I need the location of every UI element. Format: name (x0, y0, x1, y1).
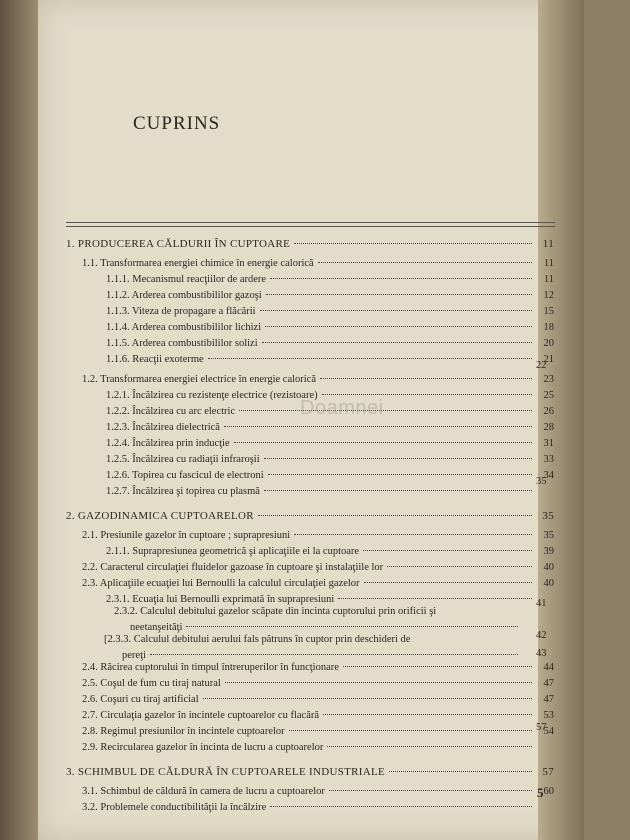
toc-entry[interactable] (82, 694, 554, 705)
toc-entry-page: 11 (542, 238, 554, 250)
toc-entry-text: 1.2.3. Încălzirea dielectrică (106, 422, 220, 433)
toc-entry-text: 1.1.5. Arderea combustibililor solizi (106, 338, 258, 349)
toc-entry-page: 35 (542, 510, 554, 522)
toc-entry-page: 25 (543, 390, 554, 401)
leader-dots (294, 534, 532, 535)
page-number: 5 (537, 785, 544, 800)
toc-entry[interactable] (82, 678, 554, 689)
toc-entry[interactable] (82, 710, 554, 721)
toc-entry-text: 2. GAZODINAMICA CUPTOARELOR (66, 510, 254, 522)
toc-entry[interactable] (82, 786, 554, 797)
toc-entry[interactable] (106, 274, 554, 285)
leader-dots (327, 746, 532, 747)
leader-dots (225, 682, 532, 683)
toc-entry-text: 2.6. Coşuri cu tiraj artificial (82, 694, 199, 705)
toc-entry-page: 42 (536, 630, 547, 641)
toc-entry-text: 2.9. Recircularea gazelor în incinta de lucru a cuptoarelor (82, 742, 324, 753)
toc-entry[interactable] (106, 322, 554, 333)
toc-entry-text: 1.2.7. Încălzirea şi topirea cu plasmă (106, 486, 260, 497)
leader-dots (323, 714, 532, 715)
toc-entry[interactable] (82, 374, 554, 385)
toc-entry-text: 1.2.5. Încălzirea cu radiaţii infraroşii (106, 454, 260, 465)
toc-entry-text: 2.1.1. Suprapresiunea geometrică şi aplicaţiile ei la cuptoare (106, 546, 360, 557)
toc-entry[interactable] (106, 354, 554, 365)
toc-entry-page: 26 (543, 406, 554, 417)
toc-entry-page: 40 (543, 578, 554, 589)
toc-entry[interactable] (106, 546, 554, 557)
toc-entry-page: 34 (543, 470, 554, 481)
toc-entry[interactable] (106, 338, 554, 349)
toc-entry-text: neetanşeităţi (130, 622, 183, 633)
toc-entry-text: 1.2.2. Încălzirea cu arc electric (106, 406, 236, 417)
leader-dots (270, 278, 532, 279)
leader-dots (320, 378, 532, 379)
leader-dots (338, 598, 532, 599)
toc-entry[interactable] (82, 578, 554, 589)
toc-entry-page: 41 (536, 598, 547, 609)
toc-entry-text: 1.1.4. Arderea combustibililor lichizi (106, 322, 262, 333)
toc-entry-text: 1.1.3. Viteza de propagare a flăcării (106, 306, 256, 317)
toc-chapter[interactable] (66, 510, 554, 522)
toc-entry-text: 2.1. Presiunile gazelor în cuptoare ; suprapresiuni (82, 530, 291, 541)
leader-dots (363, 550, 532, 551)
toc-entry[interactable] (82, 530, 554, 541)
leader-dots (343, 666, 532, 667)
toc-entry-page: 54 (543, 726, 554, 737)
toc-entry-text: 2.4. Răcirea cuptorului în timpul întreruperilor în funcţionare (82, 662, 339, 673)
toc-entry-page: 57 (542, 766, 554, 778)
toc-entry-page: 39 (543, 546, 554, 557)
leader-dots (262, 342, 532, 343)
leader-dots (186, 626, 518, 627)
toc-entry-page: 23 (543, 374, 554, 385)
leader-dots (364, 582, 532, 583)
toc-entry-page: 28 (543, 422, 554, 433)
toc-entry[interactable] (106, 486, 554, 497)
toc-entry-page: 35 (543, 530, 554, 541)
toc-entry-page: 31 (543, 438, 554, 449)
toc-entry-text: 1. PRODUCEREA CĂLDURII ÎN CUPTOARE (66, 238, 291, 250)
leader-dots (150, 654, 518, 655)
toc-entry[interactable] (106, 438, 554, 449)
toc-entry[interactable] (82, 802, 554, 813)
toc-entry-text: 1.1.6. Reacţii exoterme (106, 354, 204, 365)
toc-entry-text: 1.2.6. Topirea cu fascicul de electroni (106, 470, 264, 481)
toc-entry-page: 47 (543, 678, 554, 689)
toc-entry-2-3-3-line1[interactable]: [2.3.3. Calculul debitului aerului fals pătruns în cuptor prin deschideri de (104, 634, 411, 645)
toc-entry-text: 2.7. Circulaţia gazelor în incintele cuptoarelor cu flacără (82, 710, 320, 721)
leader-dots (289, 730, 532, 731)
leader-dots (258, 515, 532, 516)
toc-entry-page: 20 (543, 338, 554, 349)
leader-dots (329, 790, 532, 791)
toc-entry-page: 47 (543, 694, 554, 705)
toc-entry-text: 2.8. Regimul presiunilor în incintele cuptoarelor (82, 726, 285, 737)
toc-entry-text: 2.2. Caracterul circulaţiei fluidelor gazoase în cuptoare şi instalaţiile lor (82, 562, 384, 573)
toc-entry-page: 11 (543, 258, 554, 269)
toc-entry-page: 35 (536, 476, 547, 487)
toc-entry-2-3-2-line2[interactable] (130, 622, 540, 633)
toc-entry-page: 21 (543, 354, 554, 365)
leader-dots (239, 410, 532, 411)
leader-dots (387, 566, 532, 567)
toc-entry[interactable] (82, 742, 554, 753)
toc-entry[interactable] (106, 470, 554, 481)
divider-line (66, 222, 555, 223)
toc-entry-page: 18 (543, 322, 554, 333)
toc-entry-page: 33 (543, 454, 554, 465)
leader-dots (318, 262, 532, 263)
toc-entry[interactable] (82, 562, 554, 573)
leader-dots (264, 458, 532, 459)
toc-entry-text: 1.2. Transformarea energiei electrice în energie calorică (82, 374, 317, 385)
watermark: Doamnei (300, 397, 384, 419)
leader-dots (234, 442, 532, 443)
toc-entry-2-3-2-line1[interactable]: 2.3.2. Calculul debitului gazelor scăpate din incinta cuptorului prin orificii şi (114, 606, 437, 617)
divider-line (66, 226, 555, 227)
toc-entry-2-3-3-line2[interactable] (122, 650, 540, 661)
toc-entry-text: 3.2. Problemele conductibilităţii la încălzire (82, 802, 267, 813)
leader-dots (322, 394, 532, 395)
toc-entry[interactable] (106, 422, 554, 433)
toc-entry-text: 2.3. Aplicaţiile ecuaţiei lui Bernoulli la calculul circulaţiei gazelor (82, 578, 360, 589)
toc-entry-page: 60 (543, 786, 554, 797)
toc-entry-text: pereţi (122, 650, 146, 661)
toc-entry-page: 11 (543, 274, 554, 285)
toc-entry-page: 57 (536, 722, 547, 733)
leader-dots (294, 243, 532, 244)
toc-entry[interactable] (82, 726, 554, 737)
leader-dots (389, 771, 532, 772)
toc-entry-page: 40 (543, 562, 554, 573)
toc-entry[interactable] (106, 290, 554, 301)
toc-entry-text: 1.1.2. Arderea combustibililor gazoşi (106, 290, 262, 301)
leader-dots (268, 474, 532, 475)
book-spine (0, 0, 38, 840)
leader-dots (270, 806, 532, 807)
toc-entry-page: 22 (536, 360, 547, 371)
toc-chapter[interactable] (66, 238, 554, 250)
leader-dots (264, 490, 532, 491)
page-title: CUPRINS (133, 113, 221, 134)
leader-dots (208, 358, 532, 359)
toc-entry[interactable] (106, 454, 554, 465)
toc-entry-text: 2.5. Coşul de fum cu tiraj natural (82, 678, 221, 689)
toc-entry[interactable] (106, 594, 554, 605)
toc-chapter[interactable] (66, 766, 554, 778)
leader-dots (203, 698, 532, 699)
toc-entry-page: 43 (536, 648, 547, 659)
toc-entry-text: 1.1. Transformarea energiei chimice în energie calorică (82, 258, 314, 269)
toc-entry-page: 44 (543, 662, 554, 673)
toc-entry[interactable] (82, 258, 554, 269)
toc-entry-text: 2.3.1. Ecuaţia lui Bernoulli exprimată în suprapresiuni (106, 594, 335, 605)
toc-entry-text: 3. SCHIMBUL DE CĂLDURĂ ÎN CUPTOARELE INDUSTRIALE (66, 766, 386, 778)
toc-entry[interactable] (82, 662, 554, 673)
toc-entry[interactable] (106, 306, 554, 317)
toc-entry-text: 3.1. Schimbul de căldură în camera de lucru a cuptoarelor (82, 786, 325, 797)
leader-dots (224, 426, 532, 427)
toc-entry-page: 15 (543, 306, 554, 317)
leader-dots (260, 310, 532, 311)
leader-dots (265, 326, 532, 327)
toc-entry-page: 12 (543, 290, 554, 301)
toc-entry-text: 1.2.1. Încălzirea cu rezistenţe electrice (rezistoare) (106, 390, 318, 401)
toc-entry-page: 53 (543, 710, 554, 721)
toc-entry-text: 1.1.1. Mecanismul reacţiilor de ardere (106, 274, 267, 285)
leader-dots (266, 294, 532, 295)
toc-entry-text: 1.2.4. Încălzirea prin inducţie (106, 438, 230, 449)
